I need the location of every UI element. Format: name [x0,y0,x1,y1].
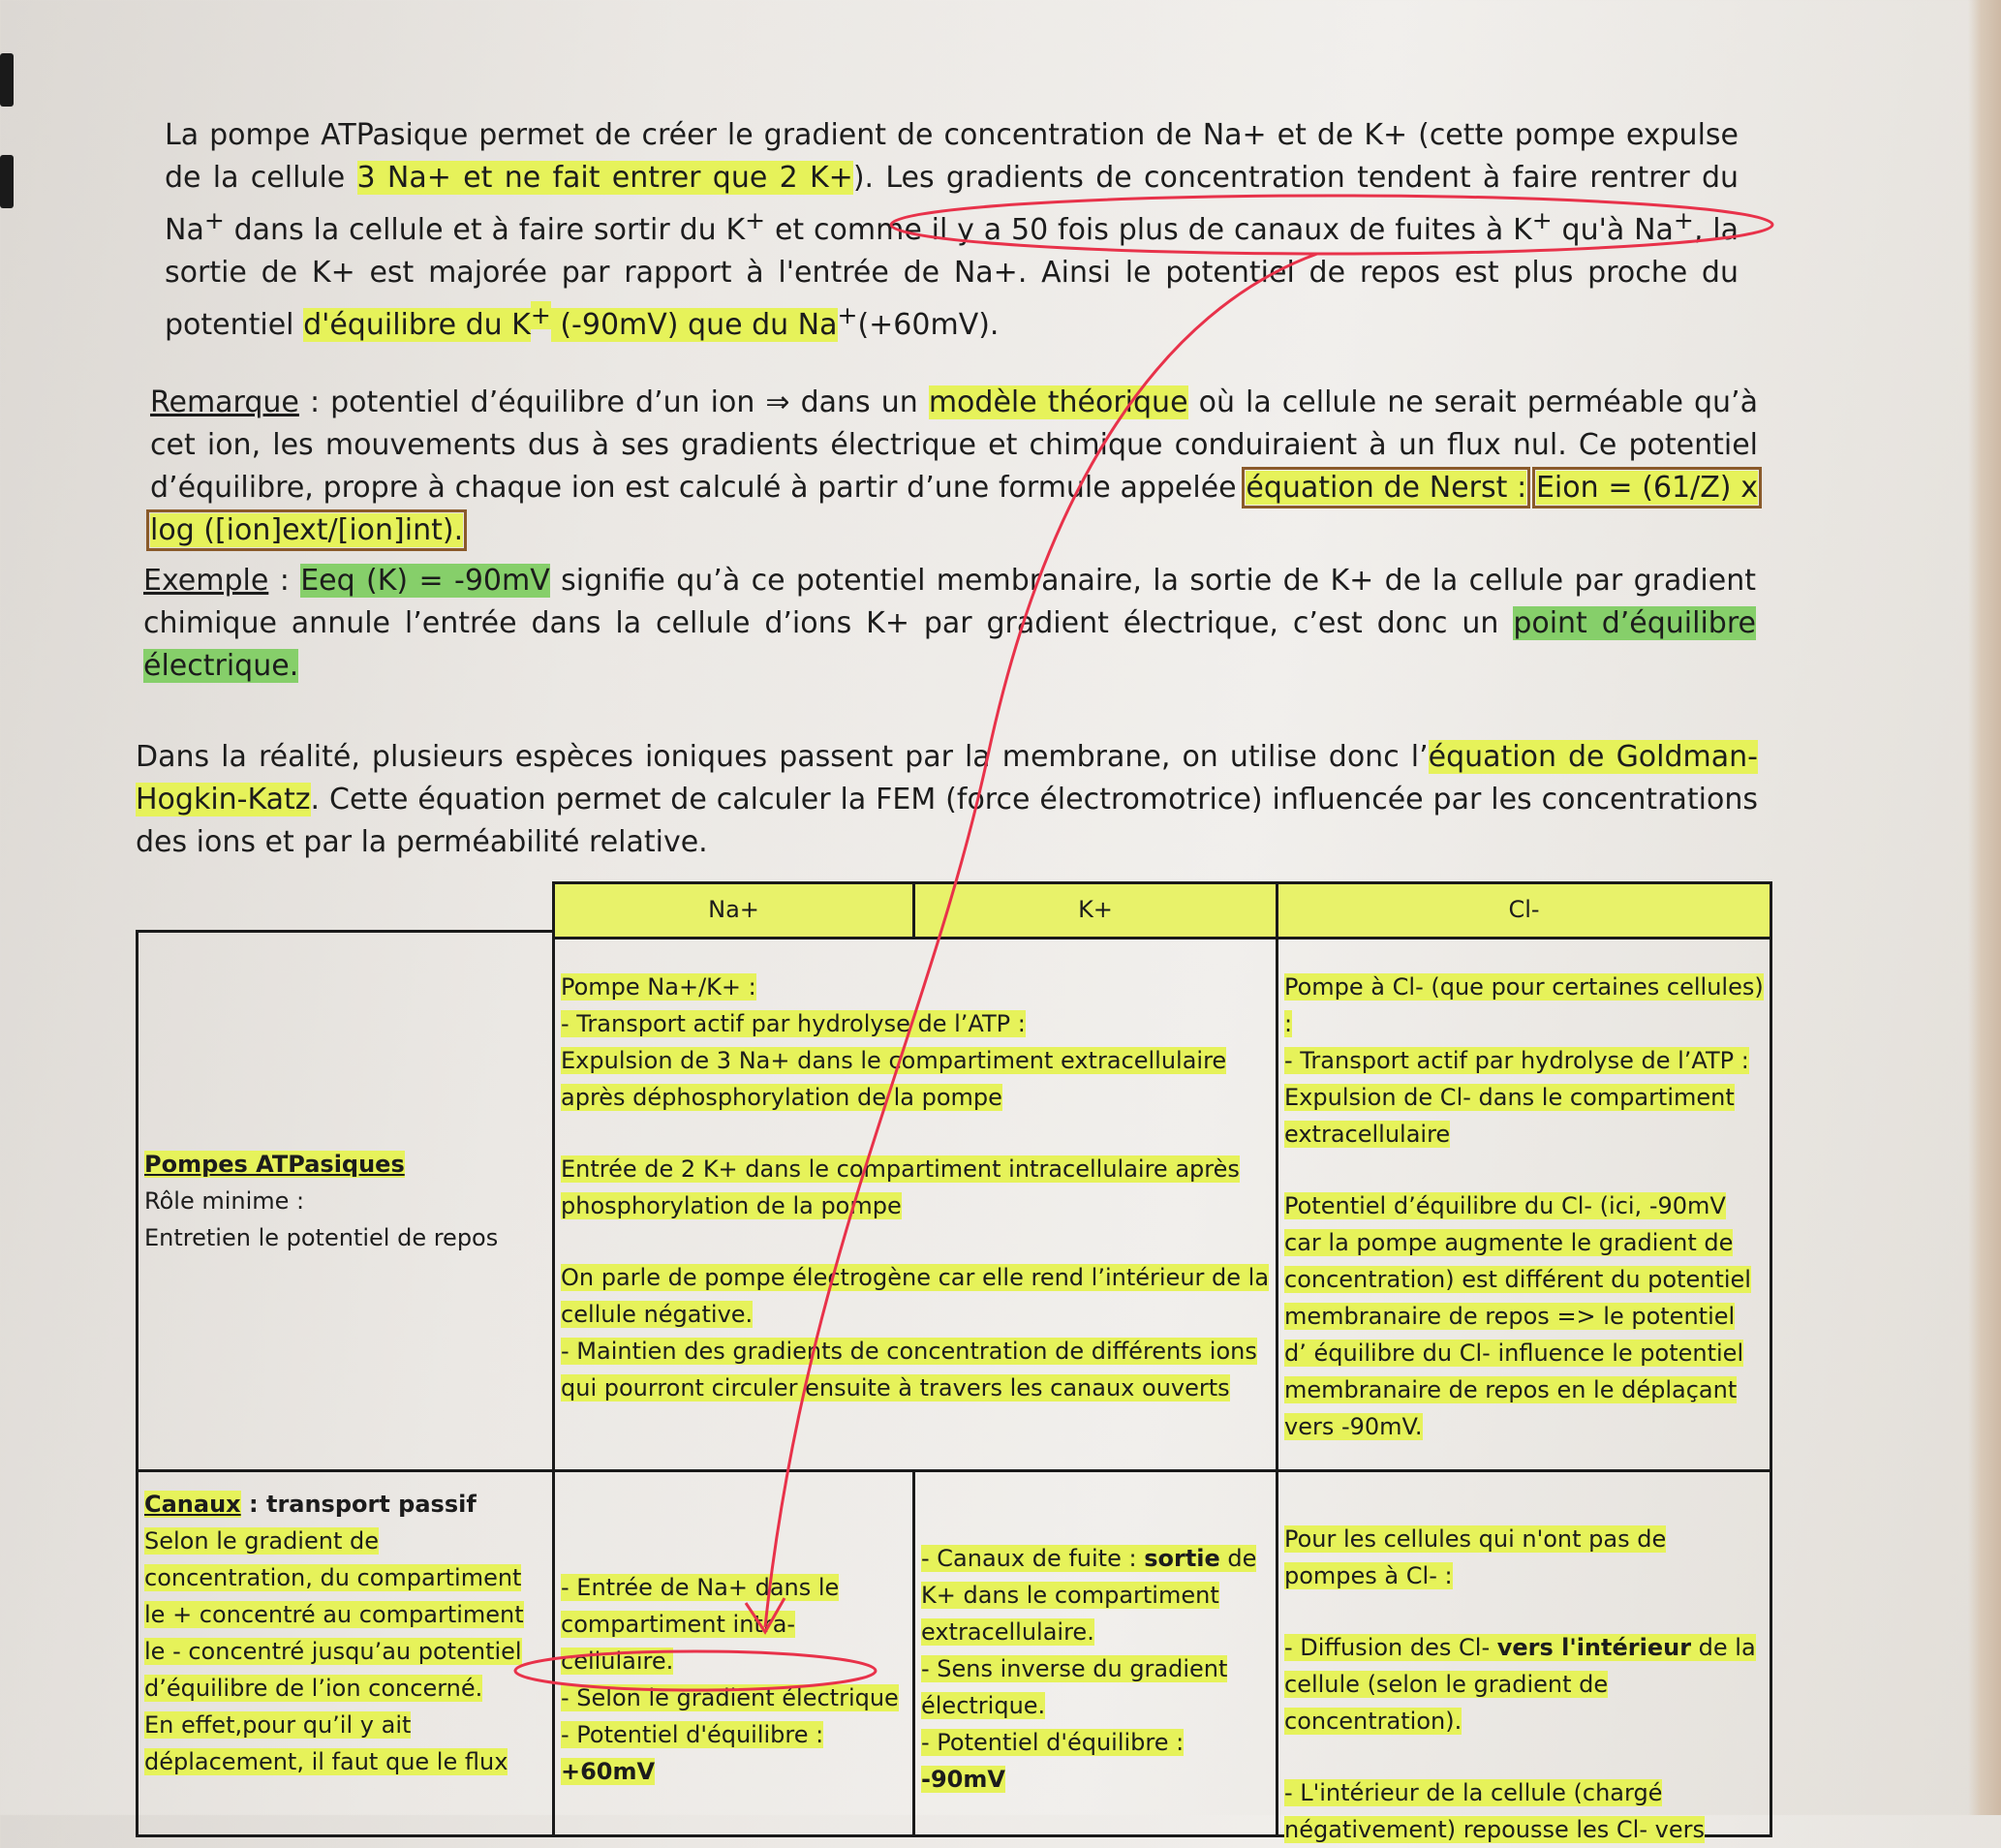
na-equilibrium-value: +60mV [561,1758,656,1785]
header-label: Na+ [708,896,759,923]
text: dans la cellule et à faire sortir du K [224,213,746,247]
page-edge [1968,0,2001,1815]
row-title: Pompes ATPasiques [144,1151,405,1178]
highlighted-text: d'équilibre du K [303,308,531,342]
superscript: + [837,301,858,329]
row-pompes-label [136,930,555,1472]
row-title: Canaux [144,1491,241,1518]
text: de K+ dans le compartiment extracellulaire. [921,1545,1257,1646]
highlighted-text: équation de Goldman-Hogkin-Katz [136,740,1758,816]
header-k [912,881,1278,939]
text: : [268,564,301,598]
row-canaux-na [552,1469,915,1837]
header-na [552,881,915,939]
text: - Sens inverse du gradient électrique. [921,1655,1228,1719]
text: Pompe Na+/K+ : [561,973,756,1001]
text: La pompe ATPasique permet de créer le gradient de concentration de Na+ et de K+ (cette pompe expulse de la cellule [165,118,1739,195]
green-highlighted-text: Eeq (K) = -90mV [300,564,550,598]
binder-clip [0,53,14,107]
text: qu'à Na [1552,213,1674,247]
circled-text: - Selon le gradient électrique [561,1684,899,1711]
text: Rôle minime : [144,1187,305,1215]
exemple-label: Exemple [143,564,269,598]
green-highlighted-text: point d’équilibre électrique. [143,606,1756,683]
text: , la sortie de K+ est majorée par rapport à l'entrée de Na+. Ainsi le potentiel de repos est plus proche du potentiel [165,213,1739,342]
text: - Entrée de Na+ dans le compartiment intra-cellulaire. [561,1574,840,1675]
highlighted-text: 3 Na+ et ne fait entrer que 2 K+ [356,161,853,195]
text: Potentiel d’équilibre du Cl- (ici, -90mV car la pompe augmente le gradient de concentration) est différent du potentiel membranaire de repos => le potentiel d’ équilibre du Cl- influence le potentiel membranaire de repos en le déplaçant vers -90mV. [1284,1192,1751,1440]
text: Expulsion de Cl- dans le compartiment extracellulaire [1284,1084,1735,1148]
row-pompes-na-k [552,937,1278,1472]
row-canaux-cl [1276,1469,1772,1843]
text: On parle de pompe électrogène car elle rend l’intérieur de la cellule négative. [561,1264,1270,1328]
superscript: + [203,206,225,234]
text: où la cellule ne serait perméable qu’à cet ion, les mouvements dus à ses gradients électrique et chimique conduiraient à un flux nul. Ce potentiel d’équilibre, propre à chaque ion est calculé à partir d’une formule appelée [150,385,1758,505]
text: Entrée de 2 K+ dans le compartiment intracellulaire après phosphorylation de la pompe [561,1155,1240,1219]
k-equilibrium-value: -90mV [921,1766,1005,1793]
text: - Maintien des gradients de concentration de différents ions qui pourront circuler ensuite à travers les canaux ouverts [561,1338,1257,1401]
header-label: Cl- [1508,896,1540,923]
text: (+60mV). [857,308,1000,342]
text: de la cellule (selon le gradient de concentration). [1284,1634,1756,1735]
row-pompes-cl [1276,937,1772,1472]
text: gradients de concentration tendent à faire rentrer du Na [165,161,1739,247]
text: - Diffusion des Cl- [1284,1634,1497,1661]
text: signifie qu’à ce potentiel membranaire, la sortie de K+ de la cellule par gradient chimique annule l’entrée dans la cellule d’ions K+ par gradient électrique, c’est donc un [143,564,1756,640]
text: Entretien le potentiel de repos [144,1224,499,1251]
text: Pour les cellules qui n'ont pas de pompes à Cl- : [1284,1525,1667,1589]
text: : transport passif [240,1491,477,1518]
ion-transport-table [136,881,1772,1843]
text: . Cette équation permet de calculer la FEM (force électromotrice) influencée par les concentrations des ions et par la perméabilité relative. [136,783,1758,859]
highlighted-text: (-90mV) que du Na [550,308,838,342]
row-canaux-label [136,1469,555,1837]
text: et comme il y a 50 fois plus de canaux de fuites à K [765,213,1532,247]
superscript: + [745,206,766,234]
text: sortie [1144,1545,1220,1572]
text: - Canaux de fuite : [921,1545,1145,1572]
text: - L'intérieur de la cellule (chargé négativement) repousse les Cl- vers [1284,1779,1705,1843]
text: - Transport actif par hydrolyse de l’ATP : [561,1010,1026,1037]
text: - Transport actif par hydrolyse de l’ATP : [1284,1047,1749,1074]
paragraph-remarque [150,382,1758,552]
text: ). Les [852,161,946,195]
text: - Potentiel d'équilibre : [561,1721,824,1748]
text: Dans la réalité, plusieurs espèces ioniques passent par la membrane, on utilise donc l’ [136,740,1429,774]
paragraph-atpase-pump [165,114,1739,347]
text: Expulsion de 3 Na+ dans le compartiment extracellulaire après déphosphorylation de la pompe [561,1047,1227,1111]
text: En effet,pour qu’il y ait déplacement, il faut que le flux [144,1711,508,1775]
binder-clip [0,155,14,208]
header-label: K+ [1078,896,1113,923]
text: - Potentiel d'équilibre : [921,1729,1185,1756]
text: Selon le gradient de concentration, du compartiment le + concentré au compartiment le - concentré jusqu’au potentiel d’équilibre de l’ion concerné. [144,1527,524,1702]
boxed-nernst-formula: Eion = (61/Z) x log ([ion]ext/[ion]int). [150,471,1758,547]
paragraph-exemple [143,560,1756,688]
superscript: + [1673,206,1694,234]
superscript: + [530,301,551,329]
boxed-equation-title: équation de Nerst : [1246,471,1527,505]
row-canaux-k [912,1469,1278,1837]
highlighted-text: modèle théorique [928,385,1188,419]
text: vers l'intérieur [1496,1634,1692,1661]
text: Pompe à Cl- (que pour certaines cellules) : [1284,973,1764,1037]
header-cl [1276,881,1772,939]
superscript: + [1531,206,1553,234]
remarque-label: Remarque [150,385,299,419]
text: : potentiel d’équilibre d’un ion ⇒ dans un [298,385,929,419]
paragraph-ghk [136,736,1758,864]
